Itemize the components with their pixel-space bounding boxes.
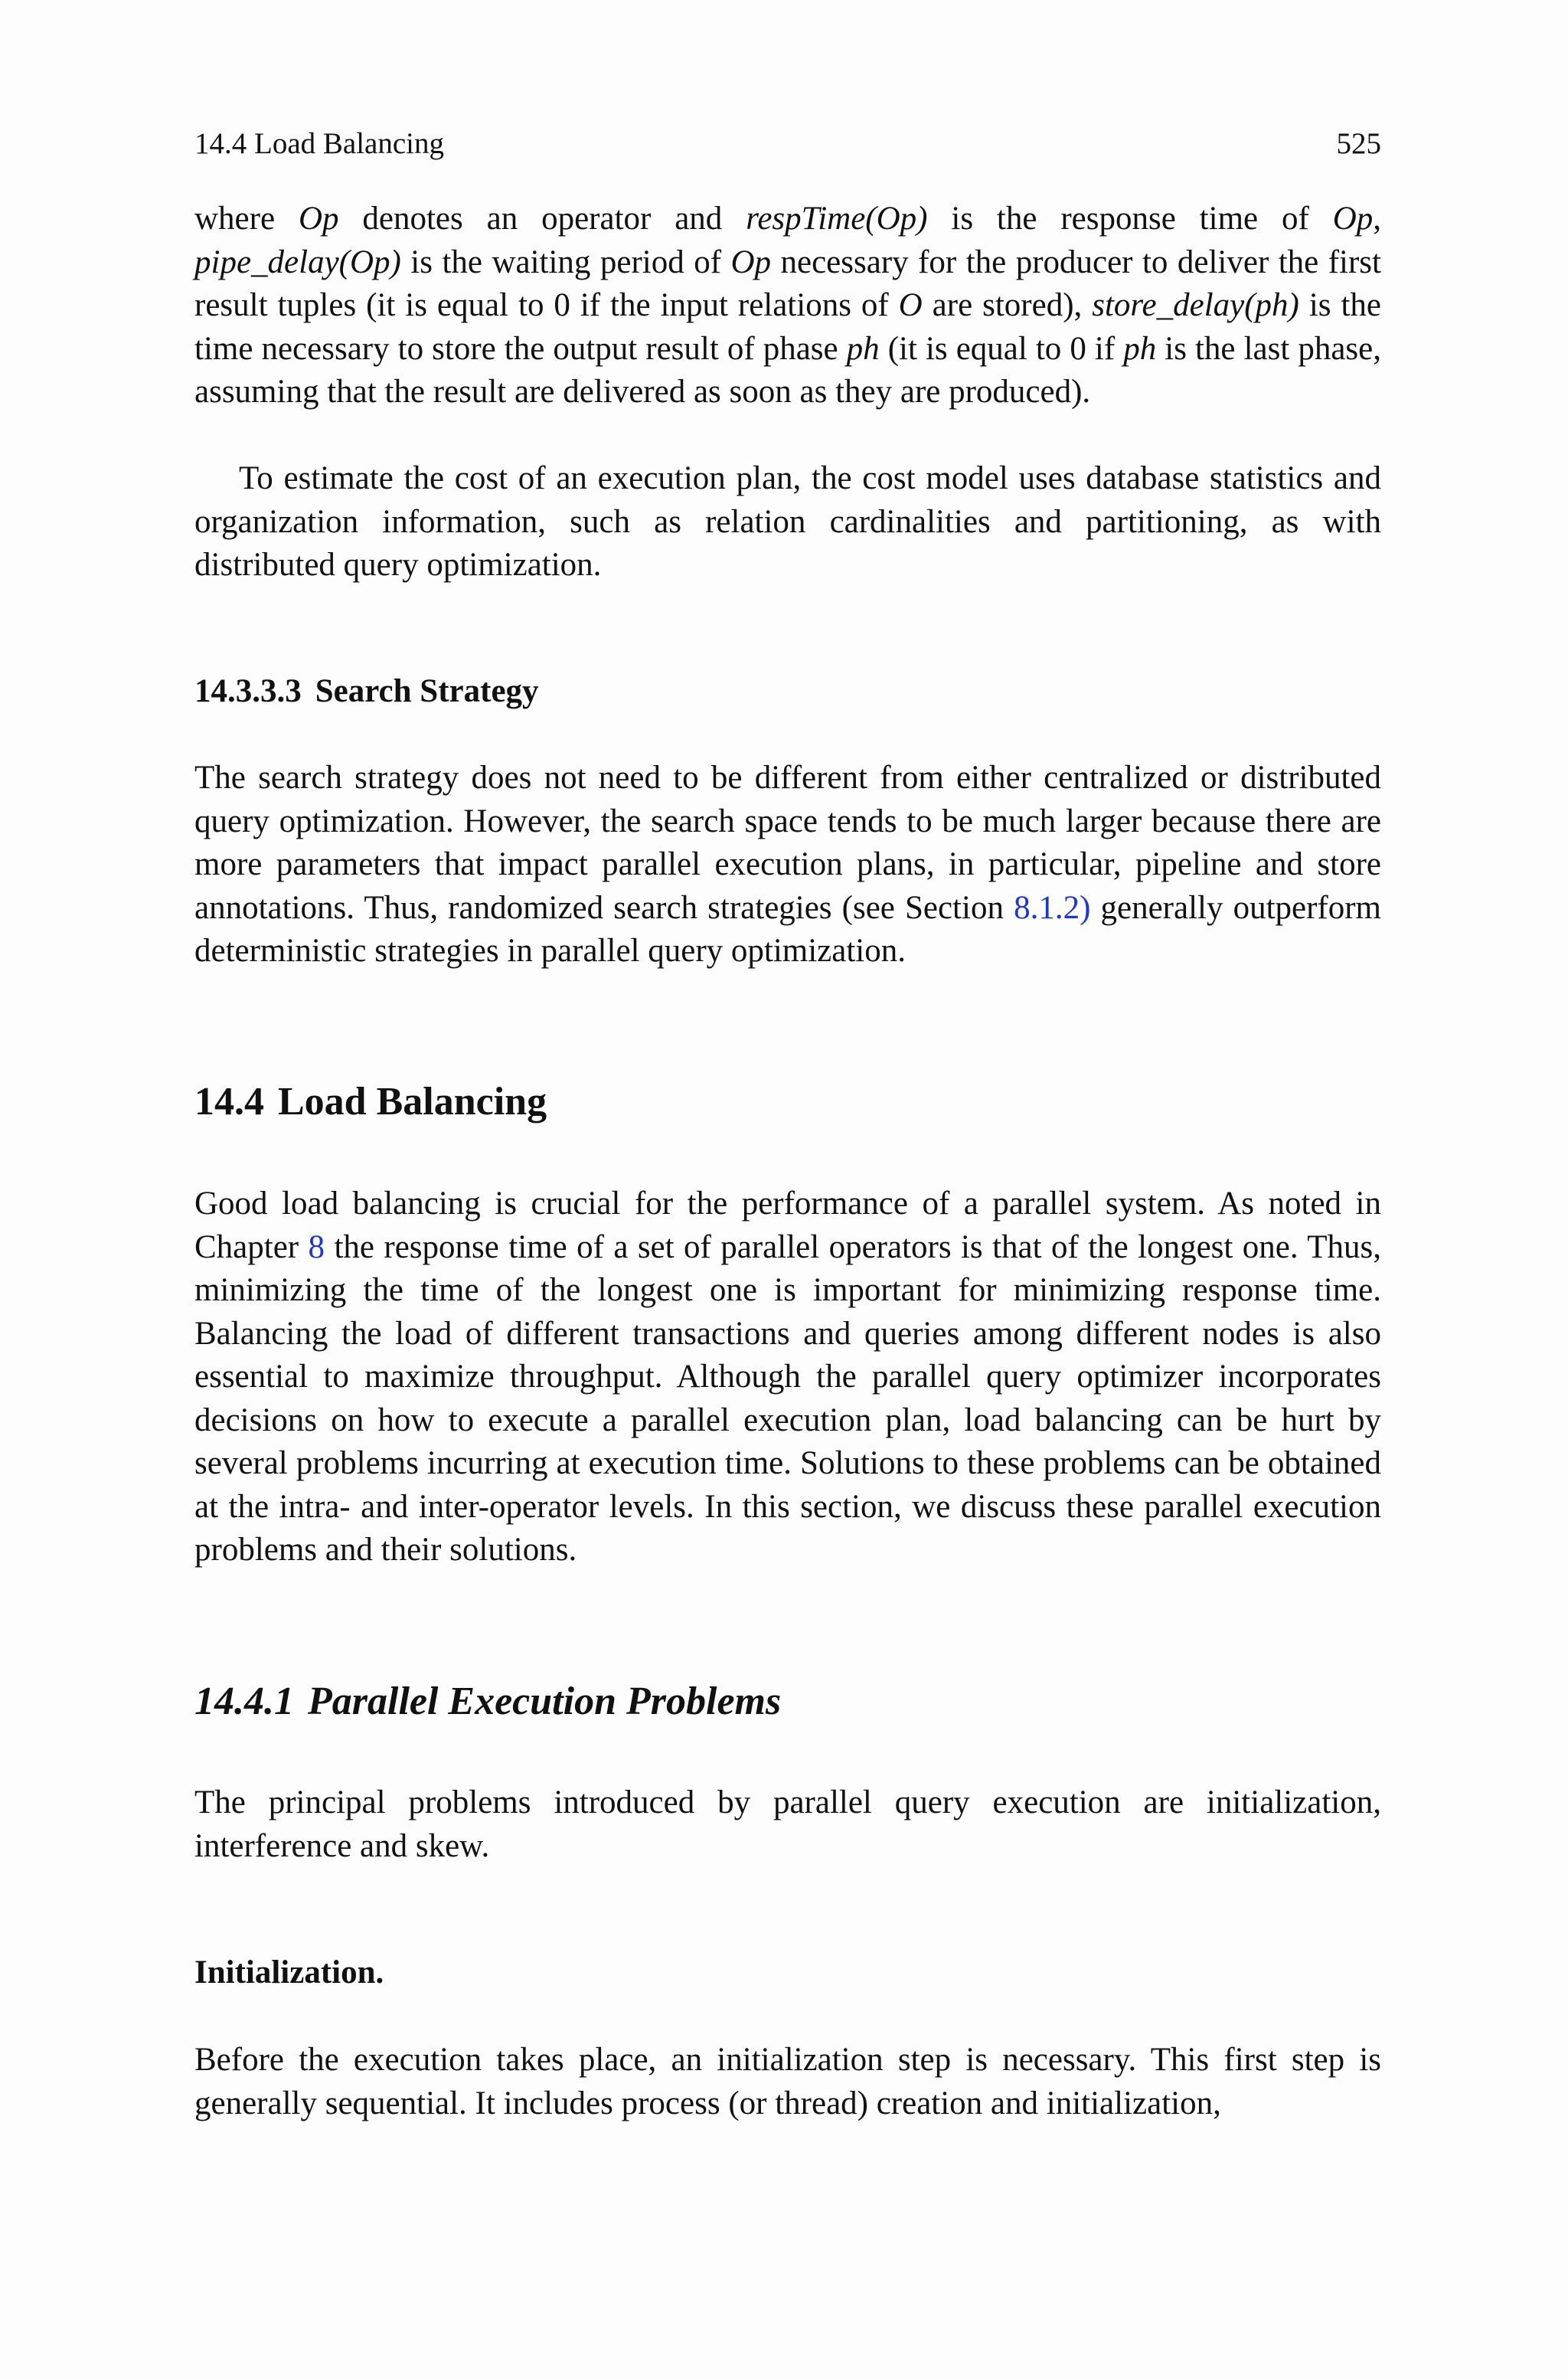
paragraph-initialization: Before the execution takes place, an initialization step is necessary. This first step is generally sequential. It includes process (or thread) creation and initialization, xyxy=(194,2042,1381,2121)
section-title: Search Strategy xyxy=(315,673,539,709)
math-resptime: respTime(Op) xyxy=(746,201,928,237)
section-link[interactable]: 8.1.2) xyxy=(1014,889,1091,926)
page-number: 525 xyxy=(1336,127,1381,160)
paragraph-principal-problems: The principal problems introduced by parallel query execution are initialization, interference and skew. xyxy=(194,1784,1381,1864)
chapter-link[interactable]: 8 xyxy=(308,1228,325,1265)
heading-parallel-execution-problems xyxy=(194,1677,781,1726)
heading-search-strategy xyxy=(194,670,539,713)
paragraph-search-strategy: The search strategy does not need to be different from either centralized or distributed query optimization. However, the search space tends to be much larger because there are more parameters that impact parallel execution plans, in particular, pipeline and store annotations. Thus, randomized search strategies (see Section 8.1.2) generally outperform deterministic strategies in parallel query optimization. xyxy=(194,760,1382,969)
section-title: Parallel Execution Problems xyxy=(308,1680,782,1723)
running-header xyxy=(194,126,1381,162)
running-header-section: 14.4 Load Balancing xyxy=(194,127,444,160)
section-title: Load Balancing xyxy=(278,1080,547,1124)
section-number: 14.4.1 xyxy=(194,1680,294,1723)
paragraph-cost-definitions: where Op denotes an operator and respTime(Op) is the response time of Op, pipe_delay(Op) is the waiting period of Op necessary for the producer to deliver the first result tuples (it is equal to 0 if the input relations of O are stored), store_delay(ph) is the time necessary to store the output result of phase ph (it is equal to 0 if ph is the last phase, assuming that the result are delivered as soon as they are produced). xyxy=(194,201,1382,410)
math-ph: ph xyxy=(846,330,880,367)
math-store-delay: store_delay(ph) xyxy=(1092,287,1299,323)
heading-load-balancing xyxy=(194,1078,547,1127)
math-op: Op xyxy=(730,244,772,280)
math-o: O xyxy=(898,287,923,323)
paragraph-load-balancing: Good load balancing is crucial for the performance of a parallel system. As noted in Chapter 8 the response time of a set of parallel operators is that of the longest one. Thus, minimizing the time of the longest one is important for minimizing response time. Balancing the load of different transactions and queries among different nodes is also essential to maximize throughput. Although the parallel query optimizer incorporates decisions on how to execute a parallel execution plan, load balancing can be hurt by several problems incurring at execution time. Solutions to these problems can be obtained at the intra- and inter-operator levels. In this section, we discuss these parallel execution problems and their solutions. xyxy=(194,1186,1381,1568)
math-op: Op xyxy=(298,201,339,237)
math-pipe-delay: pipe_delay(Op) xyxy=(194,244,401,280)
math-op: Op xyxy=(1332,201,1374,237)
heading-initialization: Initialization. xyxy=(194,1954,384,1990)
math-ph: ph xyxy=(1123,330,1157,367)
section-number: 14.3.3.3 xyxy=(194,673,302,709)
paragraph-cost-estimation: To estimate the cost of an execution plan, the cost model uses database statistics and organization information, such as relation cardinalities and partitioning, as with distributed query optimization. xyxy=(194,460,1381,583)
section-number: 14.4 xyxy=(194,1080,264,1124)
